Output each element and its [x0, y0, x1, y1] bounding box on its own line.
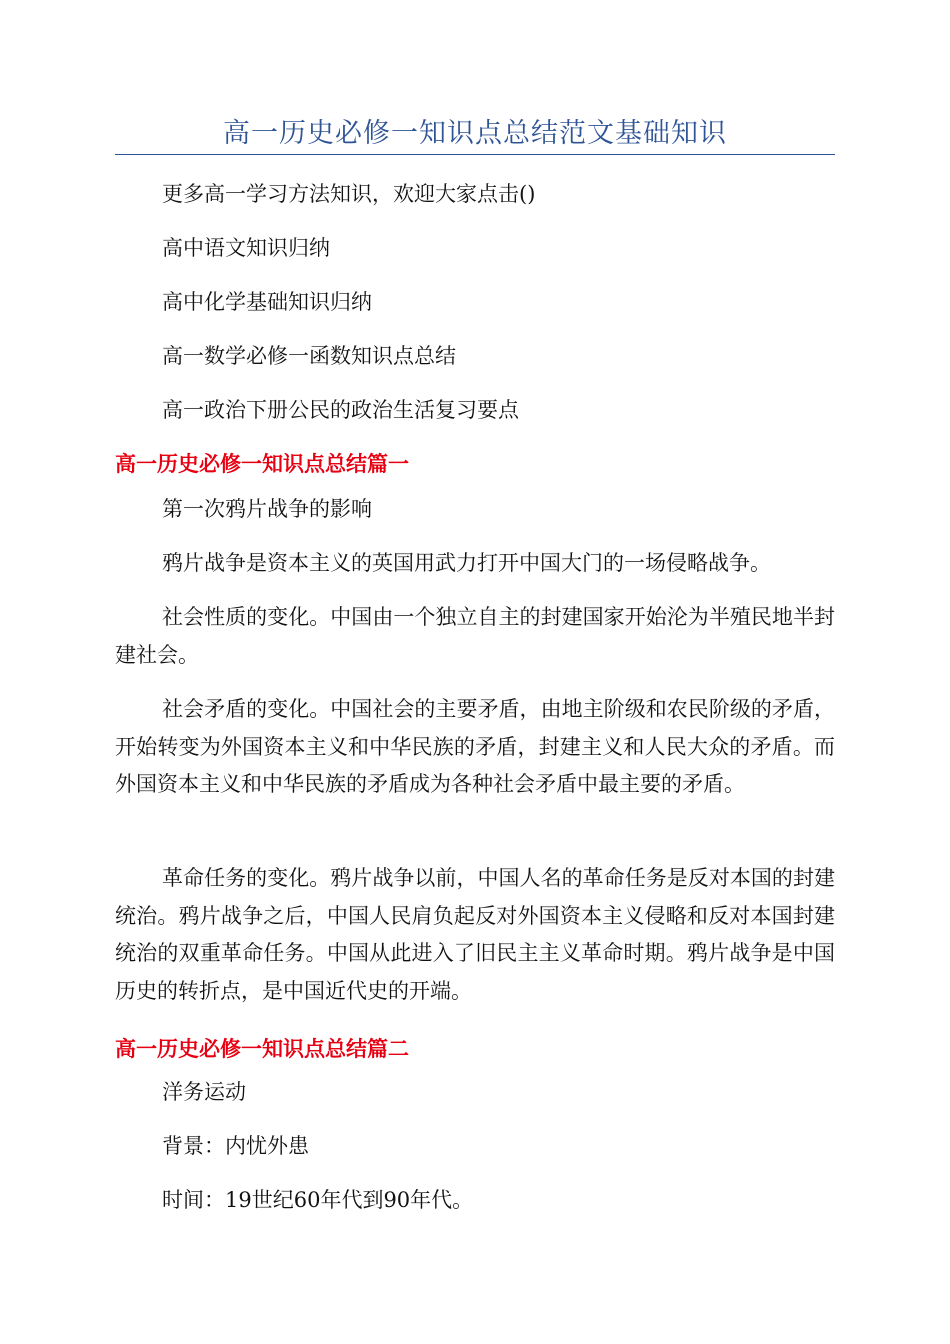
intro-link-math: 高一数学必修一函数知识点总结 — [162, 344, 456, 368]
section1-paragraph: 社会性质的变化。中国由一个独立自主的封建国家开始沦为半殖民地半封建社会。 — [115, 605, 835, 667]
intro-link-chemistry: 高中化学基础知识归纳 — [162, 290, 372, 314]
section1-paragraph: 社会矛盾的变化。中国社会的主要矛盾，由地主阶级和农民阶级的矛盾，开始转变为外国资本主义和中华民族的矛盾，封建主义和人民大众的矛盾。而外国资本主义和中华民族的矛盾成为各种社会矛盾中最主要的矛盾。 — [115, 697, 835, 796]
intro-link-politics: 高一政治下册公民的政治生活复习要点 — [162, 398, 519, 422]
intro-paragraph: 更多高一学习方法知识，欢迎大家点击() — [162, 182, 536, 206]
section2-subtitle: 洋务运动 — [162, 1080, 246, 1104]
section-heading-2: 高一历史必修一知识点总结篇二 — [115, 1037, 409, 1061]
document-title: 高一历史必修一知识点总结范文基础知识 — [223, 118, 727, 149]
section-heading-1: 高一历史必修一知识点总结篇一 — [115, 452, 409, 476]
section1-paragraph: 鸦片战争是资本主义的英国用武力打开中国大门的一场侵略战争。 — [162, 551, 771, 575]
section1-subtitle: 第一次鸦片战争的影响 — [162, 497, 372, 521]
title-underline — [115, 154, 835, 155]
intro-link-chinese: 高中语文知识归纳 — [162, 236, 330, 260]
section2-paragraph: 时间：19世纪60年代到90年代。 — [162, 1188, 474, 1212]
section2-paragraph: 背景：内忧外患 — [162, 1134, 309, 1158]
section1-paragraph: 革命任务的变化。鸦片战争以前，中国人名的革命任务是反对本国的封建统治。鸦片战争之后，中国人民肩负起反对外国资本主义侵略和反对本国封建统治的双重革命任务。中国从此进入了旧民主主义革命时期。鸦片战争是中国历史的转折点，是中国近代史的开端。 — [115, 866, 835, 1003]
